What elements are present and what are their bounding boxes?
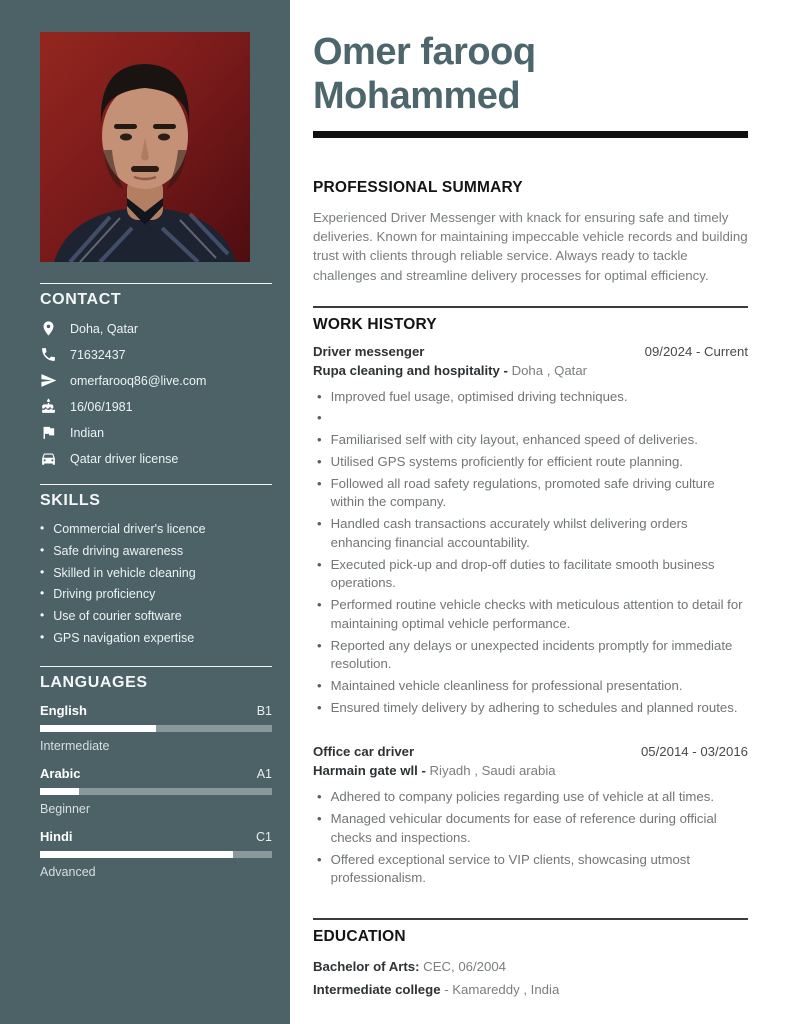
job-bullet-list xyxy=(313,788,748,888)
skill-item-text: GPS navigation expertise xyxy=(53,630,195,645)
bullet-icon: • xyxy=(317,475,322,491)
job-entry xyxy=(313,344,748,718)
skills-list xyxy=(40,521,272,646)
section-divider xyxy=(40,666,272,667)
language-name: Hindi xyxy=(40,829,73,844)
language-progress-fill xyxy=(40,788,79,795)
bullet-icon: • xyxy=(317,597,322,613)
contact-item xyxy=(40,346,272,363)
language-progress-track xyxy=(40,788,272,795)
languages-heading: LANGUAGES xyxy=(40,674,148,691)
job-company: Harmain gate wll - xyxy=(313,763,426,779)
education-entry xyxy=(313,981,748,999)
name-underline-bar xyxy=(313,131,748,138)
job-bullet-text: Executed pick-up and drop-off duties to facilitate smooth business operations. xyxy=(330,556,715,591)
job-bullet xyxy=(313,677,748,696)
main-column xyxy=(290,0,791,1024)
job-bullet-text: Managed vehicular documents for ease of reference during official checks and inspections. xyxy=(330,811,717,845)
summary-section xyxy=(313,179,748,285)
section-divider xyxy=(40,484,272,485)
language-level-code: B1 xyxy=(256,704,272,718)
contact-item xyxy=(40,450,272,467)
contact-heading: CONTACT xyxy=(40,291,122,308)
language-name: English xyxy=(40,703,87,718)
section-divider xyxy=(313,918,748,920)
education-list xyxy=(313,958,748,999)
bullet-icon: • xyxy=(317,453,322,469)
language-progress-track xyxy=(40,725,272,732)
bullet-icon: • xyxy=(317,678,322,693)
bullet-icon: • xyxy=(317,699,322,715)
language-level-label: Intermediate xyxy=(40,739,110,753)
language-progress-track xyxy=(40,851,272,858)
car-icon xyxy=(40,450,57,467)
languages-list xyxy=(40,703,272,879)
work-history-section xyxy=(313,306,748,888)
contact-item xyxy=(40,424,272,441)
contact-item-text: 16/06/1981 xyxy=(70,399,133,414)
job-dates: 09/2024 - Current xyxy=(644,343,748,359)
job-bullet xyxy=(313,637,748,674)
job-bullet xyxy=(313,475,748,512)
person-name xyxy=(313,30,748,118)
language-item xyxy=(40,766,272,816)
job-location: Riyadh , Saudi arabia xyxy=(425,763,556,779)
job-bullet-text: Performed routine vehicle checks with meticulous attention to detail for maintaining optimal vehicle performance. xyxy=(330,597,743,631)
contact-item-text: omerfarooq86@live.com xyxy=(70,373,207,388)
job-bullet xyxy=(313,453,748,472)
job-bullet xyxy=(313,788,748,807)
skill-item xyxy=(40,586,272,602)
bullet-icon: • xyxy=(40,629,45,644)
bullet-icon: • xyxy=(317,432,322,448)
job-bullet xyxy=(313,810,748,847)
bullet-icon: • xyxy=(40,586,45,601)
skill-item xyxy=(40,630,272,646)
contact-section xyxy=(40,283,272,467)
bullet-icon: • xyxy=(317,789,322,805)
bullet-icon: • xyxy=(317,388,322,404)
contact-item xyxy=(40,320,272,337)
job-bullet xyxy=(313,851,748,888)
contact-item-text: Indian xyxy=(70,425,105,440)
job-bullet-text: Handled cash transactions accurately whilst delivering orders enhancing financial accountability. xyxy=(330,516,688,550)
skills-heading: SKILLS xyxy=(40,492,101,509)
bullet-icon: • xyxy=(317,516,322,532)
bullet-icon: • xyxy=(40,542,45,557)
language-progress-fill xyxy=(40,851,233,858)
bullet-icon: • xyxy=(40,608,45,622)
birthday-cake-icon xyxy=(40,398,57,415)
contact-item xyxy=(40,372,272,389)
send-icon xyxy=(40,372,57,389)
job-bullet-text: Maintained vehicle cleanliness for professional presentation. xyxy=(330,678,683,693)
skill-item xyxy=(40,521,272,537)
skill-item-text: Driving proficiency xyxy=(53,587,156,602)
job-dates: 05/2014 - 03/2016 xyxy=(640,744,748,760)
job-company: Rupa cleaning and hospitality - xyxy=(313,362,508,378)
language-progress-fill xyxy=(40,725,156,732)
job-bullet-text: Ensured timely delivery by adhering to schedules and planned routes. xyxy=(330,699,738,715)
skill-item xyxy=(40,543,272,559)
sidebar xyxy=(0,0,290,1024)
summary-text: Experienced Driver Messenger with knack for ensuring safe and timely deliveries. Known for maintaining impeccable vehicle records and building trust with clients through reliable service. Always ready to tackle challenges and streamline delivery processes for optimal efficiency. xyxy=(313,210,748,283)
education-detail: - Kamareddy , India xyxy=(440,981,560,997)
bullet-icon: • xyxy=(317,556,322,572)
skill-item-text: Commercial driver's licence xyxy=(53,522,206,536)
profile-photo xyxy=(40,32,250,262)
section-divider xyxy=(313,306,748,308)
contact-item-text: 71632437 xyxy=(70,347,126,362)
language-level-label: Advanced xyxy=(40,865,96,879)
job-title: Office car driver xyxy=(313,744,415,760)
job-bullet-text: Familiarised self with city layout, enhanced speed of deliveries. xyxy=(330,432,698,448)
education-degree: Intermediate college xyxy=(313,981,441,997)
languages-section xyxy=(40,666,272,879)
contact-item-text: Doha, Qatar xyxy=(70,321,139,336)
job-bullet-text: Adhered to company policies regarding use of vehicle at all times. xyxy=(330,789,715,805)
skill-item xyxy=(40,565,272,581)
job-bullet-list xyxy=(313,388,748,718)
skill-item xyxy=(40,608,272,624)
contact-item xyxy=(40,398,272,415)
job-title: Driver messenger xyxy=(313,343,425,359)
location-pin-icon xyxy=(40,320,57,337)
education-detail: CEC, 06/2004 xyxy=(419,959,507,975)
education-entry xyxy=(313,958,748,976)
job-bullet xyxy=(313,388,748,407)
phone-icon xyxy=(40,346,57,363)
job-bullet-text: Followed all road safety regulations, promoted safe driving culture within the company. xyxy=(330,475,715,510)
bullet-icon: • xyxy=(317,410,322,426)
education-section xyxy=(313,918,748,999)
job-bullet-text: Improved fuel usage, optimised driving techniques. xyxy=(330,388,628,404)
job-bullet xyxy=(313,596,748,633)
person-name-line1: Omer farooq xyxy=(313,31,536,73)
bullet-icon: • xyxy=(317,637,322,653)
skill-item-text: Use of courier software xyxy=(53,609,182,623)
language-item xyxy=(40,703,272,753)
skill-item-text: Safe driving awareness xyxy=(53,543,184,558)
job-bullet xyxy=(313,556,748,593)
job-bullet-text: Utilised GPS systems proficiently for efficient route planning. xyxy=(330,453,683,469)
job-bullet-text: Offered exceptional service to VIP clients, showcasing utmost professionalism. xyxy=(330,851,691,886)
job-bullet xyxy=(313,515,748,552)
flag-icon xyxy=(40,424,57,441)
education-degree: Bachelor of Arts: xyxy=(313,959,420,975)
work-history-heading: WORK HISTORY xyxy=(313,315,437,333)
job-bullet xyxy=(313,431,748,450)
bullet-icon: • xyxy=(317,811,322,827)
contact-list xyxy=(40,320,272,467)
job-bullet xyxy=(313,699,748,718)
language-name: Arabic xyxy=(40,766,81,781)
summary-heading: PROFESSIONAL SUMMARY xyxy=(313,179,523,197)
bullet-icon: • xyxy=(40,521,45,535)
job-entry xyxy=(313,744,748,888)
language-item xyxy=(40,829,272,879)
bullet-icon: • xyxy=(317,851,322,867)
education-heading: EDUCATION xyxy=(313,928,406,946)
section-divider xyxy=(40,283,272,284)
contact-item-text: Qatar driver license xyxy=(70,451,179,466)
language-level-code: A1 xyxy=(256,767,272,781)
skills-section xyxy=(40,484,272,646)
job-bullet-text: Reported any delays or unexpected incidents promptly for immediate resolution. xyxy=(330,637,733,672)
person-name-line2: Mohammed xyxy=(313,75,521,118)
bullet-icon: • xyxy=(40,564,45,579)
job-location: Doha , Qatar xyxy=(507,362,588,378)
job-bullet xyxy=(313,409,748,428)
skill-item-text: Skilled in vehicle cleaning xyxy=(53,565,196,580)
language-level-label: Beginner xyxy=(40,802,91,816)
language-level-code: C1 xyxy=(256,830,272,844)
